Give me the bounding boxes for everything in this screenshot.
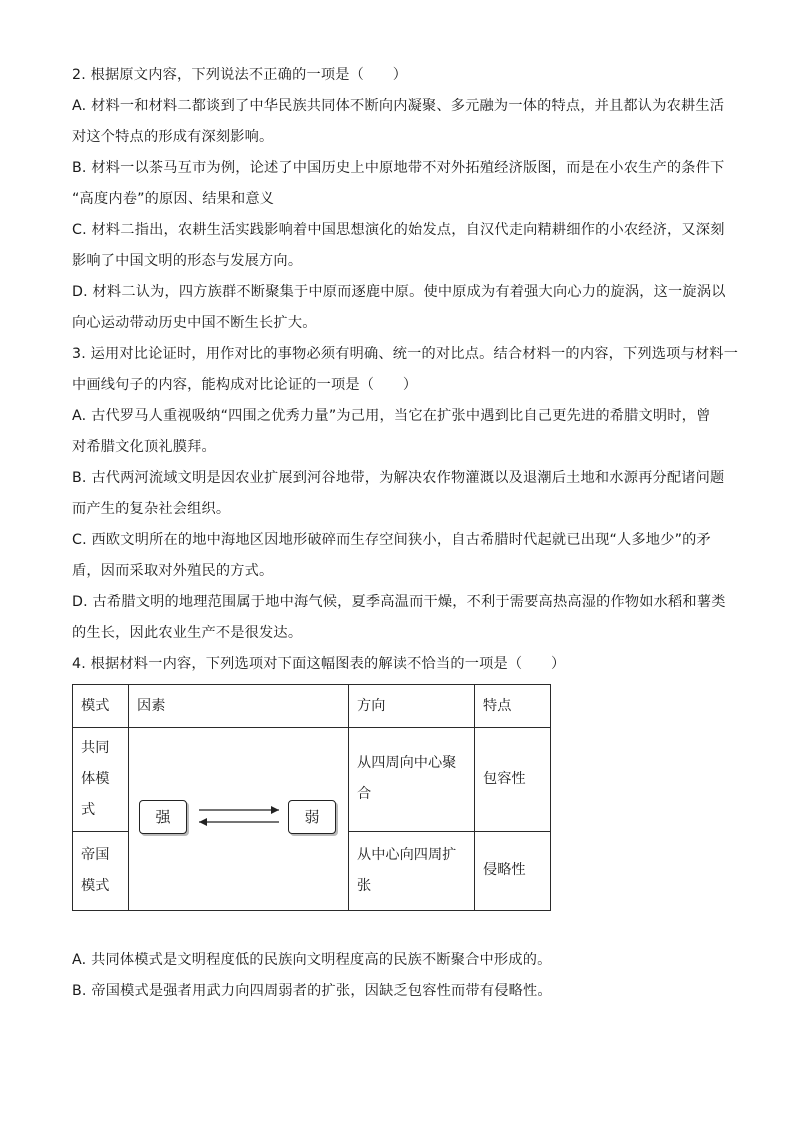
q3-stem-line1: 3. 运用对比论证时，用作对比的事物必须有明确、统一的对比点。结合材料一的内容，下列选项与材料一 <box>72 346 739 362</box>
q3-option-a-line2: 对希腊文化顶礼膜拜。 <box>72 439 216 455</box>
cell-empire-mode: 帝国模式 <box>73 831 129 910</box>
header-mode: 模式 <box>73 685 129 728</box>
q3-option-d-line1: D. 古希腊文明的地理范围属于地中海气候，夏季高温而干燥，不利于需要高热高湿的作物如水稻和薯类 <box>72 594 726 610</box>
table-header-row <box>73 685 551 728</box>
q2-option-b-line2: “高度内卷”的原因、结果和意义 <box>72 191 275 207</box>
table-row-community <box>73 728 551 832</box>
q3-option-a-line1: A. 古代罗马人重视吸纳“四围之优秀力量”为己用，当它在扩张中遇到比自己更先进的希腊文明时，曾 <box>72 408 711 424</box>
q2-option-a-line2: 对这个特点的形成有深刻影响。 <box>72 129 274 145</box>
q3-option-c-line2: 盾，因而采取对外殖民的方式。 <box>72 563 274 579</box>
cell-empire-feature: 侵略性 <box>475 831 551 910</box>
cell-community-mode: 共同体模式 <box>73 728 129 832</box>
strong-weak-diagram <box>129 728 348 910</box>
q4-stem: 4. 根据材料一内容，下列选项对下面这幅图表的解读不恰当的一项是（ ） <box>72 656 566 672</box>
cell-community-direction: 从四周向中心聚合 <box>349 728 475 832</box>
weak-box: 弱 <box>288 800 336 834</box>
q3-option-b-line1: B. 古代两河流域文明是因农业扩展到河谷地带，为解决农作物灌溉以及退潮后土地和水源再分配诸问题 <box>72 470 725 486</box>
q2-option-d-line1: D. 材料二认为，四方族群不断聚集于中原而逐鹿中原。使中原成为有着强大向心力的旋涡，这一旋涡以 <box>72 284 726 300</box>
q2-option-d-line2: 向心运动带动历史中国不断生长扩大。 <box>72 315 317 331</box>
header-factor: 因素 <box>129 685 349 728</box>
q4-option-b: B. 帝国模式是强者用武力向四周弱者的扩张，因缺乏包容性而带有侵略性。 <box>72 983 552 999</box>
header-direction: 方向 <box>349 685 475 728</box>
strong-box: 强 <box>139 800 187 834</box>
cell-community-feature: 包容性 <box>475 728 551 832</box>
q3-option-c-line1: C. 西欧文明所在的地中海地区因地形破碎而生存空间狭小，自古希腊时代起就已出现“人多地少”的矛 <box>72 532 711 548</box>
q2-option-b-line1: B. 材料一以茶马互市为例，论述了中国历史上中原地带不对外拓殖经济版图，而是在小农生产的条件下 <box>72 160 725 176</box>
cell-factor-diagram <box>129 728 349 911</box>
q4-table <box>72 684 551 911</box>
header-feature: 特点 <box>475 685 551 728</box>
q4-option-a: A. 共同体模式是文明程度低的民族向文明程度高的民族不断聚合中形成的。 <box>72 952 552 968</box>
q2-option-a-line1: A. 材料一和材料二都谈到了中华民族共同体不断向内凝聚、多元融为一体的特点，并且都认为农耕生活 <box>72 98 725 114</box>
q3-option-d-line2: 的生长，因此农业生产不是很发达。 <box>72 625 303 641</box>
q2-stem: 2. 根据原文内容，下列说法不正确的一项是（ ） <box>72 67 408 83</box>
cell-empire-direction: 从中心向四周扩张 <box>349 831 475 910</box>
q2-option-c-line1: C. 材料二指出，农耕生活实践影响着中国思想演化的始发点，自汉代走向精耕细作的小农经济，又深刻 <box>72 222 725 238</box>
q2-option-c-line2: 影响了中国文明的形态与发展方向。 <box>72 253 303 269</box>
q3-stem-line2: 中画线句子的内容，能构成对比论证的一项是（ ） <box>72 377 418 393</box>
q3-option-b-line2: 而产生的复杂社会组织。 <box>72 501 231 517</box>
